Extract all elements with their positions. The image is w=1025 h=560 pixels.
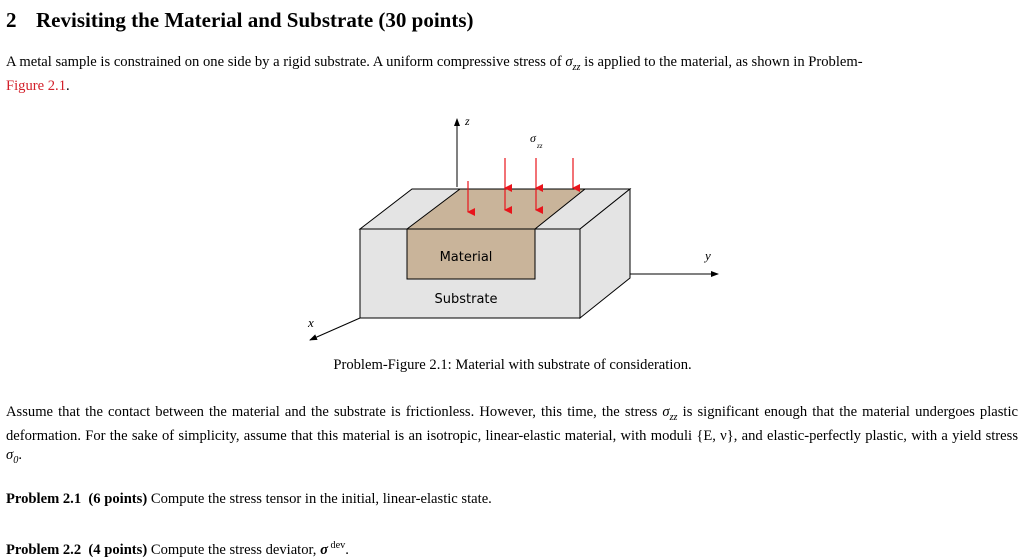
yield-sigma-subscript: 0 xyxy=(13,454,19,466)
dev-superscript: dev xyxy=(327,540,346,551)
problem-points: (6 points) xyxy=(88,491,148,507)
intro-text-1: A metal sample is constrained on one side by a rigid substrate. A uniform compressive stress of xyxy=(6,54,566,70)
problem-label: Problem 2.1 xyxy=(6,491,82,507)
sigma-label-subscript: zz xyxy=(537,142,543,150)
problem-2-2 xyxy=(6,536,1018,560)
substrate-label: Substrate xyxy=(434,292,498,307)
problem-2-1 xyxy=(6,490,1018,509)
sigma-symbol: σ xyxy=(662,404,670,420)
section-number: 2 xyxy=(6,8,17,32)
assumption-text-2: is significant enough that the material undergoes plastic deformation. For the sake of simplicity, assume that this material is an isotropic, linear-elastic material, with moduli {E, ν}, and elastic-perfectly plastic, with a yield stress xyxy=(6,404,1018,444)
sigma-label: σ xyxy=(530,131,536,145)
problem-text: Compute the stress tensor in the initial, linear-elastic state. xyxy=(147,491,492,507)
yield-sigma-symbol: σ xyxy=(6,446,14,463)
section-title: Revisiting the Material and Substrate (30 points) xyxy=(36,8,474,32)
assumption-text-end: . xyxy=(18,446,22,463)
problem-points: (4 points) xyxy=(88,541,148,558)
assumption-text-1: Assume that the contact between the material and the substrate is frictionless. However, this time, the stress xyxy=(6,404,663,420)
problem-label: Problem 2.2 xyxy=(6,541,82,558)
sigma-symbol: σ xyxy=(565,54,573,70)
figure-caption: Problem-Figure 2.1: Material with substrate of consideration. xyxy=(333,357,692,373)
x-axis-label: x xyxy=(308,315,314,330)
y-axis-label: y xyxy=(705,248,711,263)
intro-text-end: . xyxy=(66,77,70,94)
z-axis-label: z xyxy=(465,114,470,128)
figure-reference-link[interactable]: Figure 2.1 xyxy=(6,77,66,94)
intro-text-2: is applied to the material, as shown in Problem- xyxy=(580,54,863,70)
assumption-paragraph xyxy=(6,403,1018,470)
problem-text: Compute the stress deviator, xyxy=(147,541,321,558)
section-heading xyxy=(6,8,474,33)
intro-paragraph xyxy=(6,53,1018,96)
problem-text-end: . xyxy=(345,541,349,558)
sigma-subscript: zz xyxy=(572,61,581,73)
material-label: Material xyxy=(439,250,493,265)
figure-diagram xyxy=(290,108,730,348)
problem-figure xyxy=(290,108,730,353)
x-axis-arrow xyxy=(310,318,360,340)
sigma-symbol: σ xyxy=(320,541,328,558)
sigma-subscript: zz xyxy=(669,411,678,423)
